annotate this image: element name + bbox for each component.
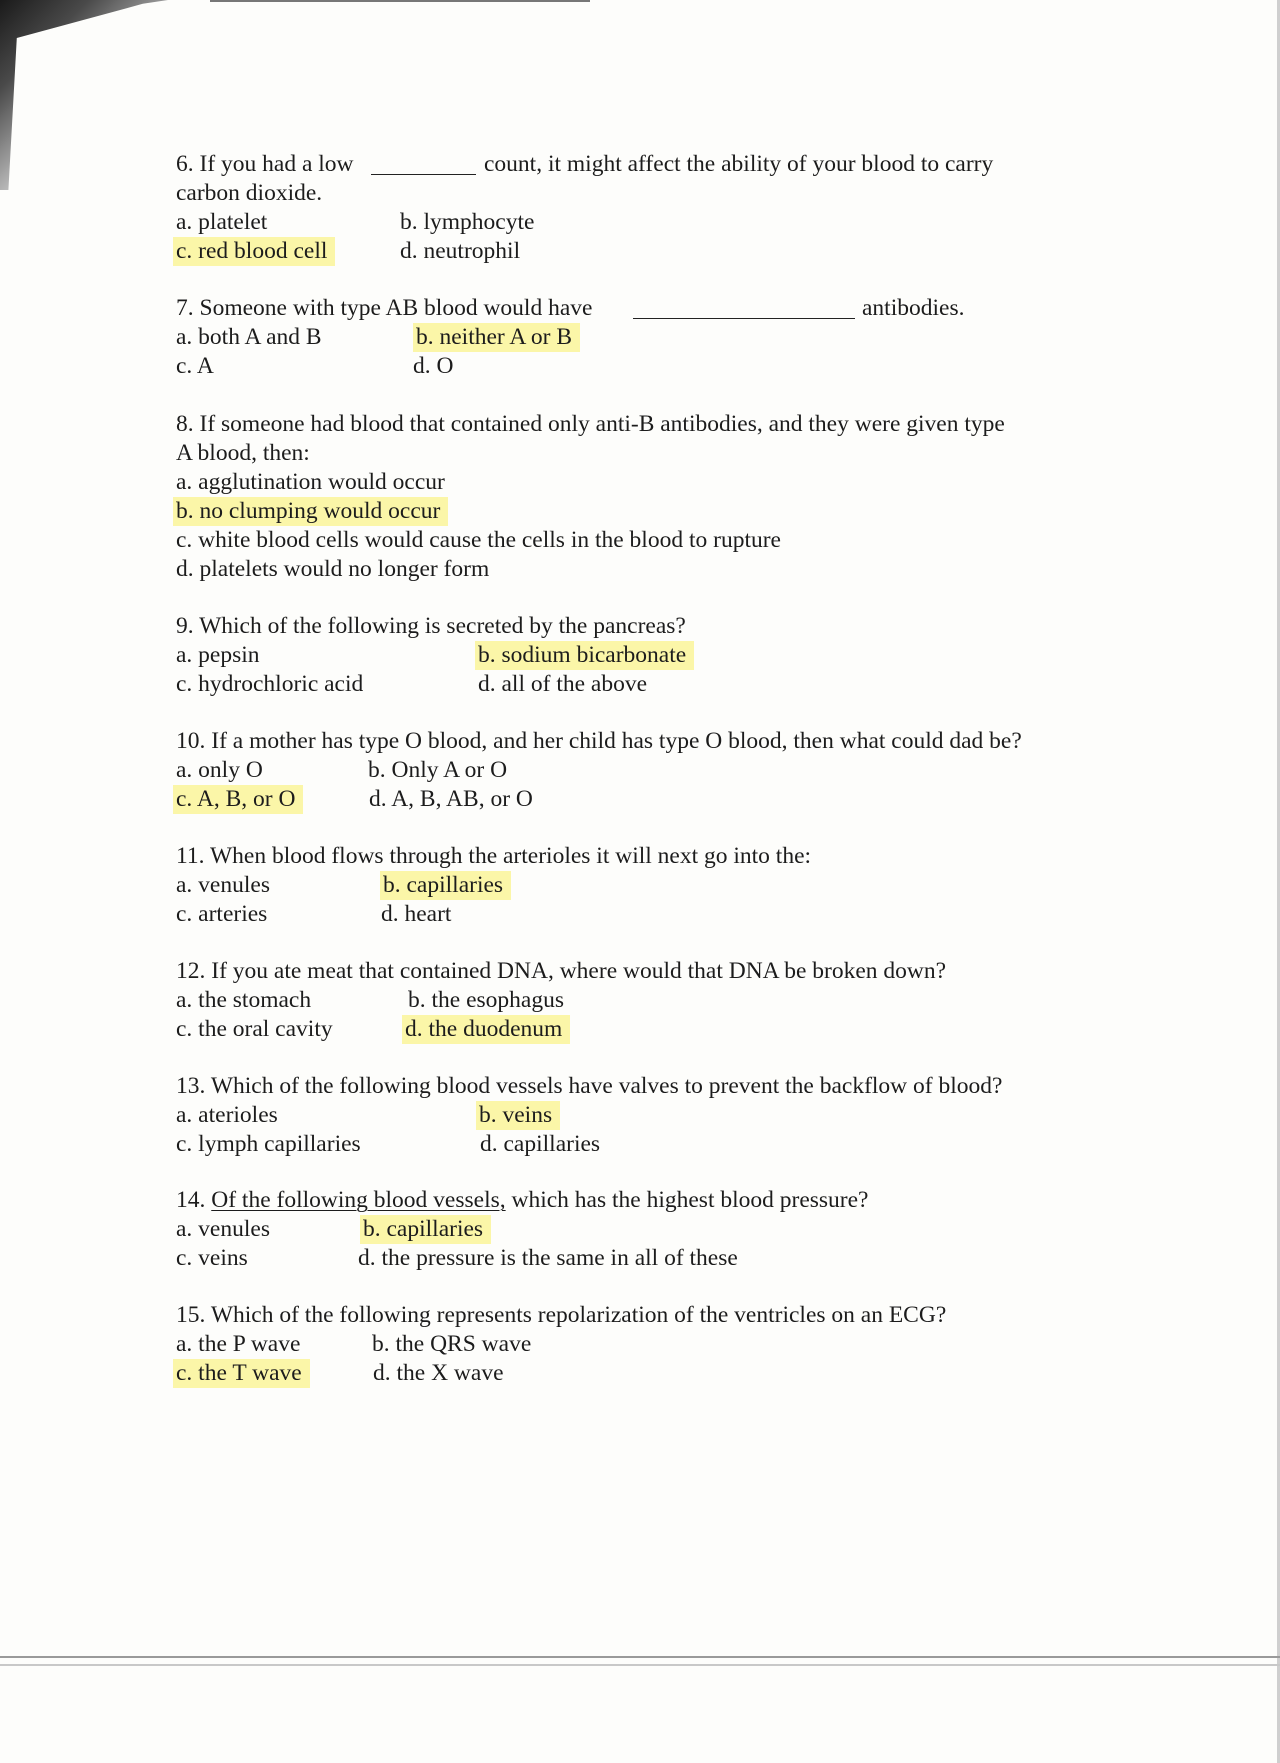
option-d: d. the pressure is the same in all of these xyxy=(358,1245,738,1271)
option-b-highlighted: b. no clumping would occur xyxy=(173,497,448,526)
option-b-highlighted: b. sodium bicarbonate xyxy=(475,641,694,670)
option-d: d. the X wave xyxy=(373,1360,504,1386)
option-a: a. platelet xyxy=(176,209,268,235)
question-13-stem: 13. Which of the following blood vessels have valves to prevent the backflow of blood? xyxy=(176,1073,1003,1099)
option-c-highlighted: c. the T wave xyxy=(173,1359,310,1388)
scan-corner-shadow xyxy=(0,0,168,190)
scan-top-edge xyxy=(210,0,590,2)
option-a: a. pepsin xyxy=(176,642,260,668)
option-d: d. platelets would no longer form xyxy=(176,556,490,582)
scan-bottom-edge xyxy=(0,1656,1280,1658)
question-12-stem: 12. If you ate meat that contained DNA, where would that DNA be broken down? xyxy=(176,958,947,984)
option-b-highlighted: b. veins xyxy=(476,1101,560,1130)
question-14-number: 14. xyxy=(176,1187,206,1213)
question-10-stem: 10. If a mother has type O blood, and her child has type O blood, then what could dad be? xyxy=(176,728,1022,754)
option-a: a. venules xyxy=(176,1216,270,1242)
answer-blank xyxy=(633,318,855,319)
option-d: d. neutrophil xyxy=(400,238,521,264)
scan-bottom-edge-shadow xyxy=(0,1664,1280,1666)
option-b: b. Only A or O xyxy=(368,757,508,783)
option-c: c. arteries xyxy=(176,901,268,927)
question-6-stem-part1: 6. If you had a low xyxy=(176,151,354,177)
option-c-highlighted: c. A, B, or O xyxy=(173,785,303,814)
question-9-stem: 9. Which of the following is secreted by the pancreas? xyxy=(176,613,686,639)
option-b: b. the esophagus xyxy=(408,987,564,1013)
option-b: b. the QRS wave xyxy=(372,1331,532,1357)
option-a: a. agglutination would occur xyxy=(176,469,445,495)
option-d: d. capillaries xyxy=(480,1131,601,1157)
option-a: a. the stomach xyxy=(176,987,312,1013)
option-a: a. both A and B xyxy=(176,324,322,350)
option-c: c. the oral cavity xyxy=(176,1016,333,1042)
option-b-highlighted: b. capillaries xyxy=(360,1215,491,1244)
option-b-highlighted: b. capillaries xyxy=(380,871,511,900)
option-a: a. the P wave xyxy=(176,1331,301,1357)
option-b: b. lymphocyte xyxy=(400,209,535,235)
question-7-stem-part1: 7. Someone with type AB blood would have xyxy=(176,295,593,321)
question-8-stem-line1: 8. If someone had blood that contained only anti-B antibodies, and they were given type xyxy=(176,411,1005,437)
option-c: c. hydrochloric acid xyxy=(176,671,364,697)
question-14-underlined-phrase: Of the following blood vessels, xyxy=(211,1187,506,1213)
option-d: d. A, B, AB, or O xyxy=(369,786,533,812)
option-c: c. A xyxy=(176,353,214,379)
question-11-stem: 11. When blood flows through the arterioles it will next go into the: xyxy=(176,843,812,869)
option-d: d. all of the above xyxy=(478,671,648,697)
option-a: a. only O xyxy=(176,757,263,783)
question-7-stem-part2: antibodies. xyxy=(862,295,965,321)
question-14-stem xyxy=(176,1186,869,1215)
option-c: c. veins xyxy=(176,1245,248,1271)
question-6-stem-line2: carbon dioxide. xyxy=(176,180,323,206)
option-a: a. aterioles xyxy=(176,1102,278,1128)
option-b-highlighted: b. neither A or B xyxy=(413,323,580,352)
option-d-highlighted: d. the duodenum xyxy=(402,1015,570,1044)
question-15-stem: 15. Which of the following represents repolarization of the ventricles on an ECG? xyxy=(176,1302,947,1328)
option-d: d. O xyxy=(413,353,454,379)
answer-blank xyxy=(371,174,476,175)
option-a: a. venules xyxy=(176,872,270,898)
question-6-stem-part2: count, it might affect the ability of your blood to carry xyxy=(484,151,994,177)
question-8-stem-line2: A blood, then: xyxy=(176,440,310,466)
option-c: c. lymph capillaries xyxy=(176,1131,361,1157)
option-c: c. white blood cells would cause the cells in the blood to rupture xyxy=(176,527,781,553)
option-d: d. heart xyxy=(381,901,452,927)
question-14-stem-rest: which has the highest blood pressure? xyxy=(511,1187,869,1213)
option-c-highlighted: c. red blood cell xyxy=(173,237,335,266)
